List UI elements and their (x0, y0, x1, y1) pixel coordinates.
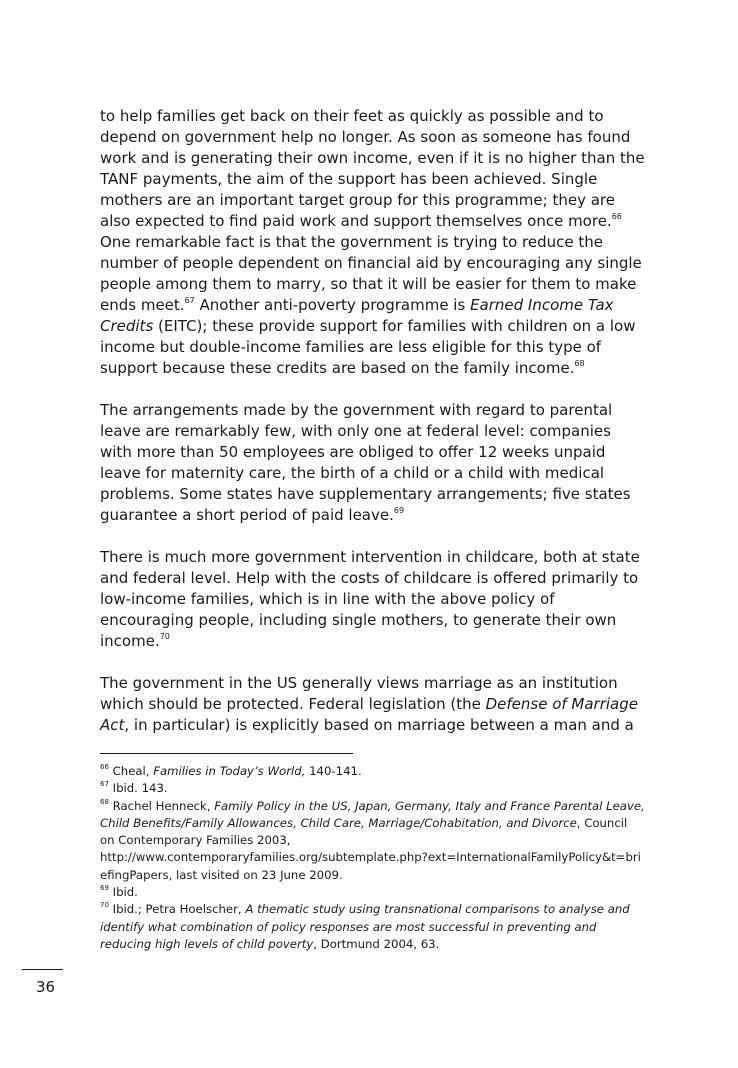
footnote-italic: A thematic study using transnational comparisons to analyse and identify what combination of policy responses are most successful in preventing and reducing high levels of child poverty (100, 902, 630, 951)
footnote-text: 140-141. (305, 764, 362, 778)
footnote-number: 69 (100, 884, 109, 893)
footnote-separator (100, 753, 353, 754)
footnote-number: 70 (100, 901, 109, 910)
text-run: Another anti-poverty programme is (194, 296, 471, 314)
footnote-text: Cheal, (108, 764, 154, 778)
footnote-number: 67 (100, 780, 109, 789)
footnote-number: 66 (100, 763, 109, 772)
text-run: One remarkable fact is that the government is trying to reduce the number of people dependent on financial aid by encouraging any single people among them to marry, so that it will be easier for them to make ends meet. (100, 233, 642, 314)
footnote-text: Ibid. (108, 885, 138, 900)
footnote-ref[interactable]: 69 (393, 506, 405, 515)
footnote-text: Ibid. 143. (108, 781, 168, 796)
text-run: The government in the US generally views marriage as an institution which should be protected. Federal legislation (the (100, 674, 618, 713)
footnote-ref[interactable]: 66 (611, 212, 622, 221)
footnote (100, 901, 645, 953)
footnote (100, 884, 645, 901)
italic-term: Defense of Marriage Act (100, 695, 639, 734)
body-text (100, 106, 645, 736)
text-run: , in particular) is explicitly based on marriage between a man and a (124, 716, 634, 734)
text-run: to help families get back on their feet as quickly as possible and to depend on government help no longer. As soon as someone has found work and is generating their own income, even if it is no higher than the TANF payments, the aim of the support has been achieved. Single mothers are an important target group for this programme; they are also expected to find paid work and support themselves once more. (100, 107, 645, 230)
footnote-text: , Council on Contemporary Families 2003, (100, 815, 628, 848)
footnote-link[interactable]: http://www.contemporaryfamilies.org/subtemplate.php?ext=InternationalFamilyPolicy&t=briefingPapers (100, 850, 641, 882)
footnote-ref[interactable]: 68 (574, 359, 585, 368)
footnote-text: Ibid.; Petra Hoelscher, (108, 902, 246, 917)
paragraph (100, 400, 645, 526)
footnote (100, 763, 645, 780)
paragraph (100, 106, 645, 379)
footnote-text: Rachel Henneck, (108, 798, 215, 813)
paragraph (100, 547, 645, 652)
footnote-ref[interactable]: 67 (184, 296, 195, 305)
footnote (100, 780, 645, 797)
footnote-italic: Family Policy in the US, Japan, Germany, Italy and France Parental Leave, Child Benefits/Family Allowances, Child Care, Marriage/Cohabitation, and Divorce (100, 798, 645, 830)
text-run: The arrangements made by the government with regard to parental leave are remarkably few, with only one at federal level: companies with more than 50 employees are obliged to offer 12 weeks unpaid leave for maternity care, the birth of a child or a child with medical problems. Some states have supplementary arrangements; five states guarantee a short period of paid leave. (100, 401, 631, 524)
page-number-rule (22, 969, 63, 970)
text-run: There is much more government intervention in childcare, both at state and federal level. Help with the costs of childcare is offered primarily to low-income families, which is in line with the above policy of encouraging people, including single mothers, to generate their own income. (100, 548, 640, 650)
italic-term: Earned Income Tax Credits (100, 296, 614, 335)
footnote-text: , Dortmund 2004, 63. (313, 936, 440, 951)
page-number: 36 (36, 978, 56, 996)
paragraph (100, 673, 645, 736)
footnotes (100, 763, 645, 953)
text-run: (EITC); these provide support for families with children on a low income but double-income families are less eligible for this type of support because these credits are based on the family income. (100, 317, 636, 377)
footnote (100, 798, 645, 884)
footnote-ref[interactable]: 70 (159, 632, 170, 641)
footnote-text: , last visited on 23 June 2009. (168, 867, 343, 882)
footnote-italic: Families in Today’s World, (153, 764, 306, 778)
footnote-number: 68 (100, 797, 109, 806)
